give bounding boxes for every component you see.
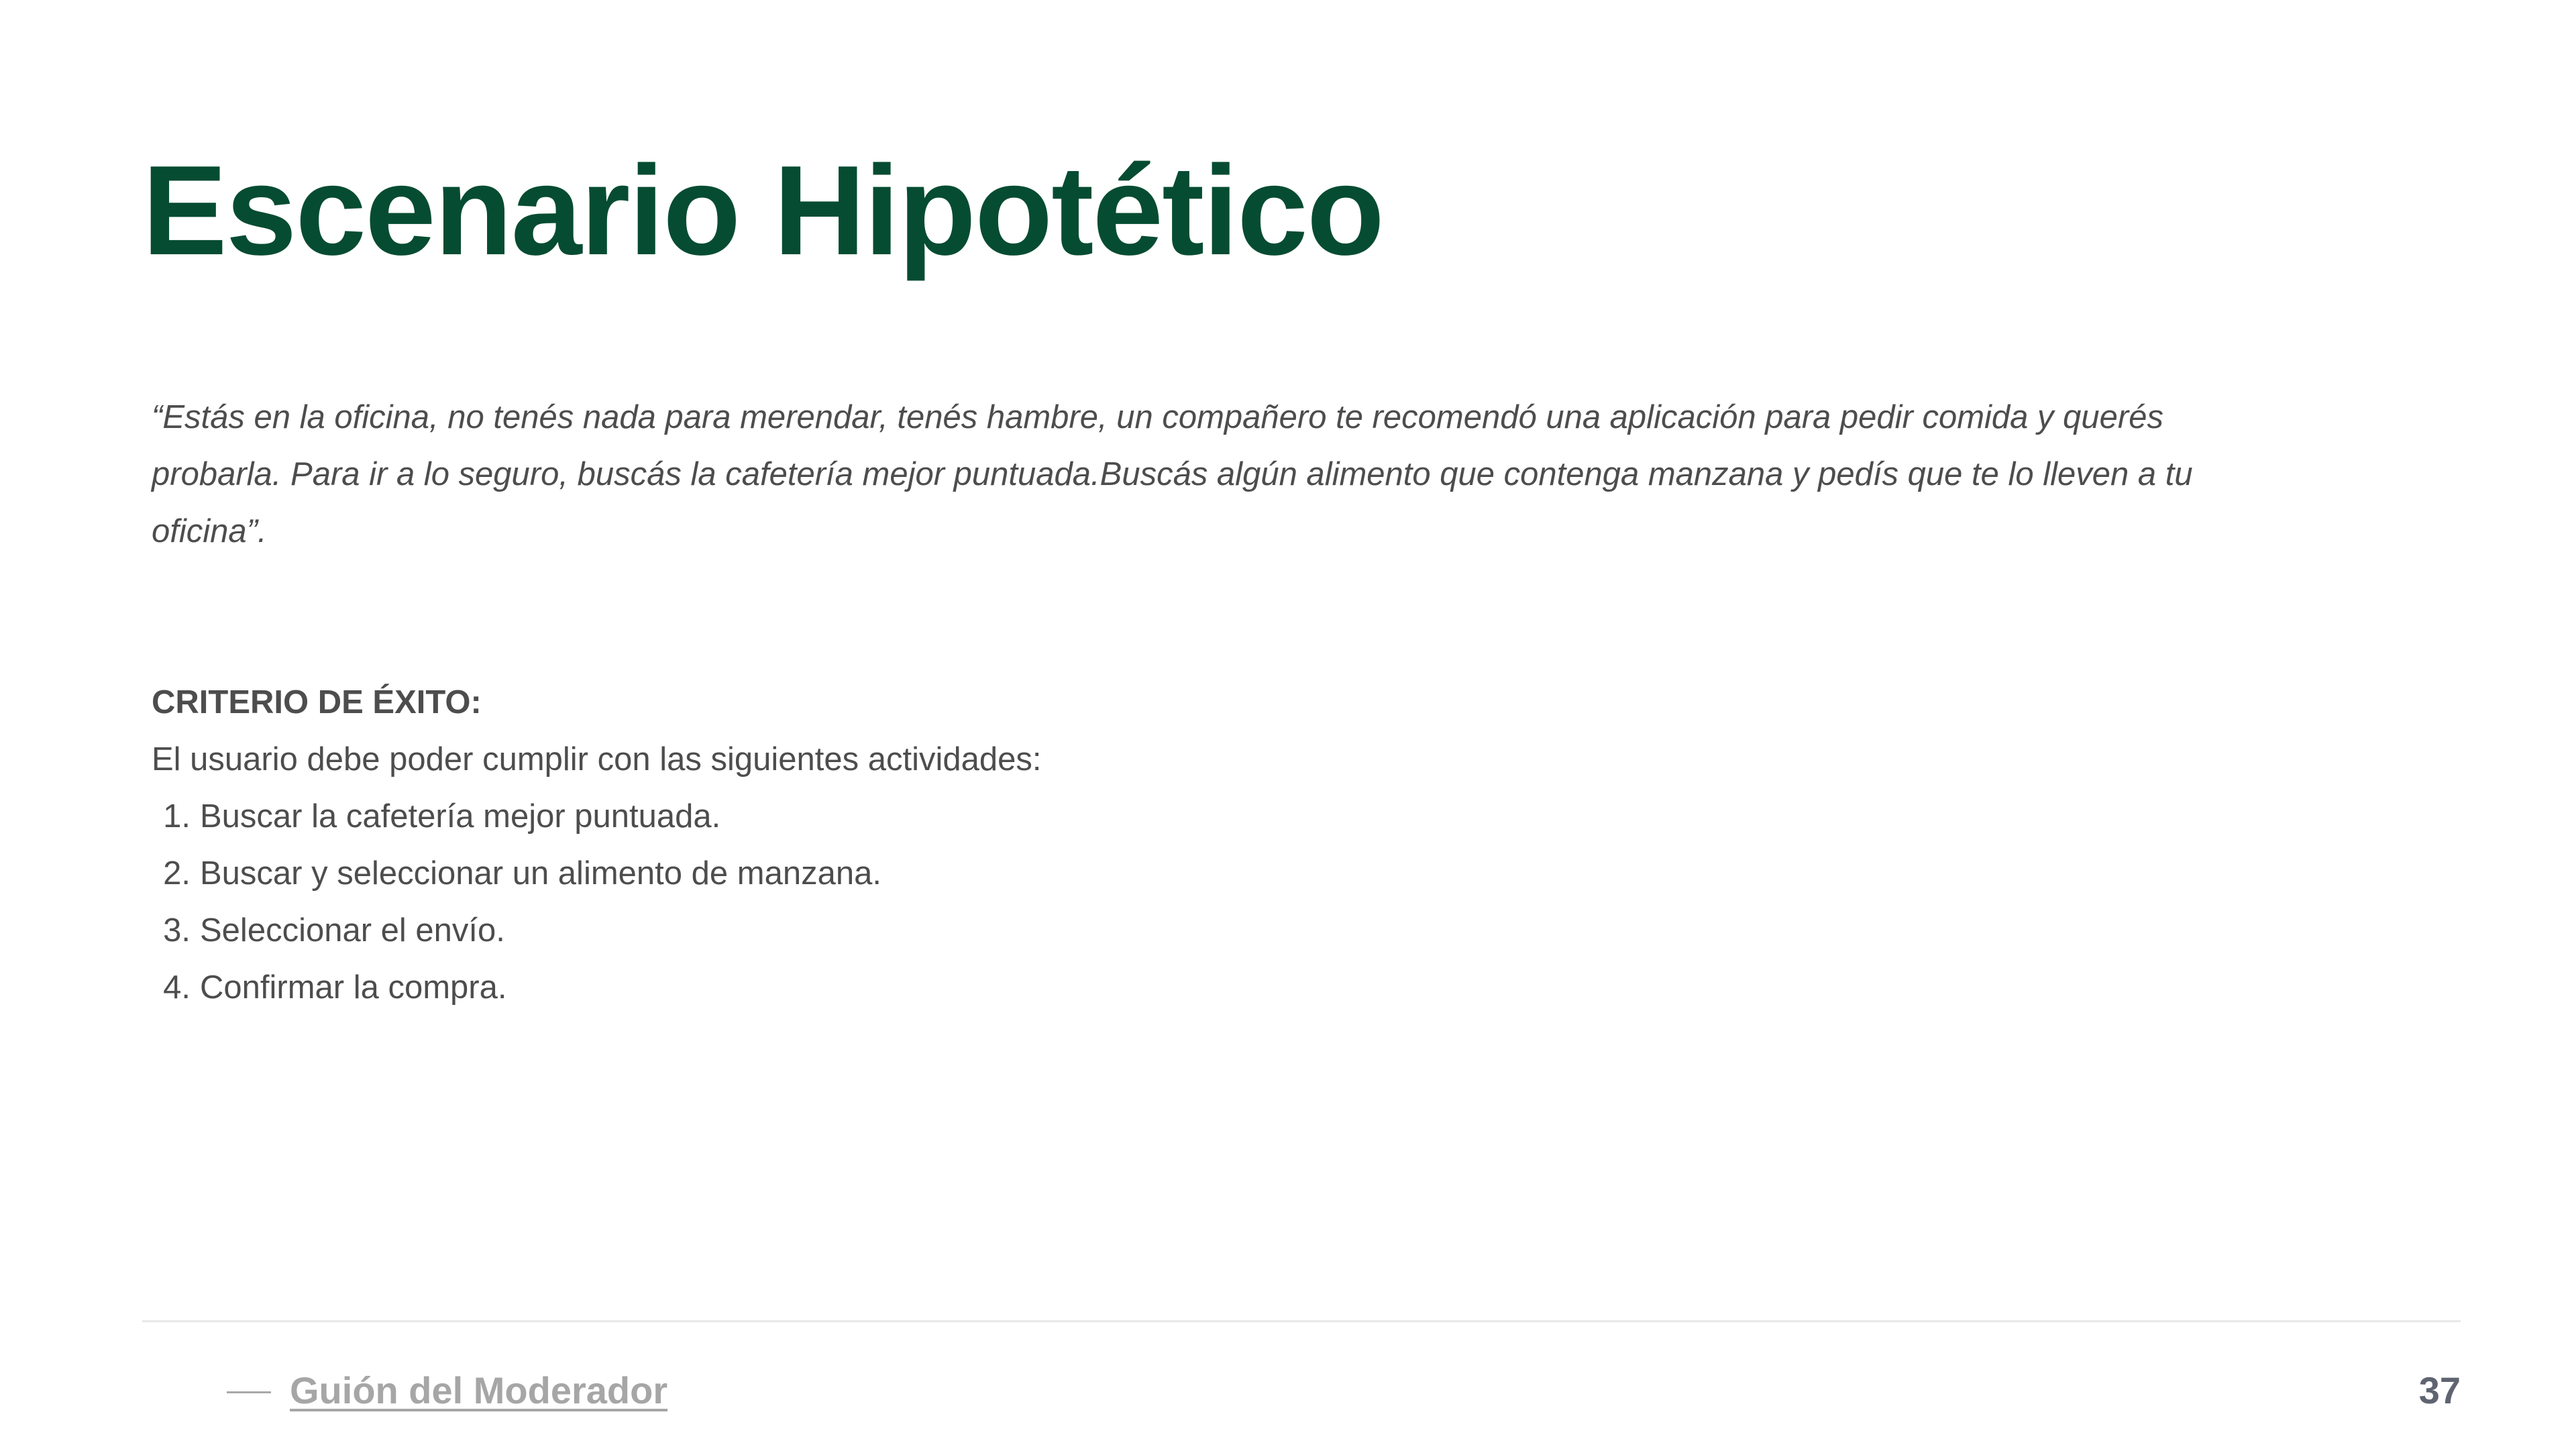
criteria-item	[152, 845, 1762, 902]
criteria-item-text: Buscar y seleccionar un alimento de manzana.	[200, 855, 881, 892]
criteria-item-number: 1.	[163, 798, 191, 835]
scenario-quote: “Estás en la oficina, no tenés nada para merendar, tenés hambre, un compañero te recomendó una aplicación para pedir comida y querés probarla. Para ir a lo seguro, buscás la cafetería mejor puntuada.Buscás algún alimento que contenga manzana y pedís que te lo lleven a tu oficina”.	[152, 399, 2193, 549]
slide-title: Escenario Hipotético	[142, 140, 1383, 282]
criteria-item-number: 2.	[163, 855, 191, 892]
criteria-item-number: 3.	[163, 912, 191, 949]
criteria-heading: CRITERIO DE ÉXITO:	[152, 684, 482, 720]
criteria-item-text: Buscar la cafetería mejor puntuada.	[200, 798, 721, 835]
page-number: 37	[2418, 1369, 2461, 1411]
criteria-item-number: 4.	[163, 969, 191, 1006]
criteria-list	[152, 788, 1762, 1016]
criteria-item-text: Seleccionar el envío.	[200, 912, 505, 949]
success-criteria	[152, 674, 1762, 1016]
criteria-item	[152, 959, 1762, 1016]
moderator-guide-link[interactable]: Guión del Moderador	[290, 1369, 668, 1411]
criteria-item	[152, 902, 1762, 959]
criteria-intro: El usuario debe poder cumplir con las siguientes actividades:	[152, 741, 1042, 777]
criteria-item	[152, 788, 1762, 845]
footer-divider	[142, 1320, 2461, 1322]
criteria-item-text: Confirmar la compra.	[200, 969, 507, 1006]
footer-dash	[227, 1391, 271, 1393]
